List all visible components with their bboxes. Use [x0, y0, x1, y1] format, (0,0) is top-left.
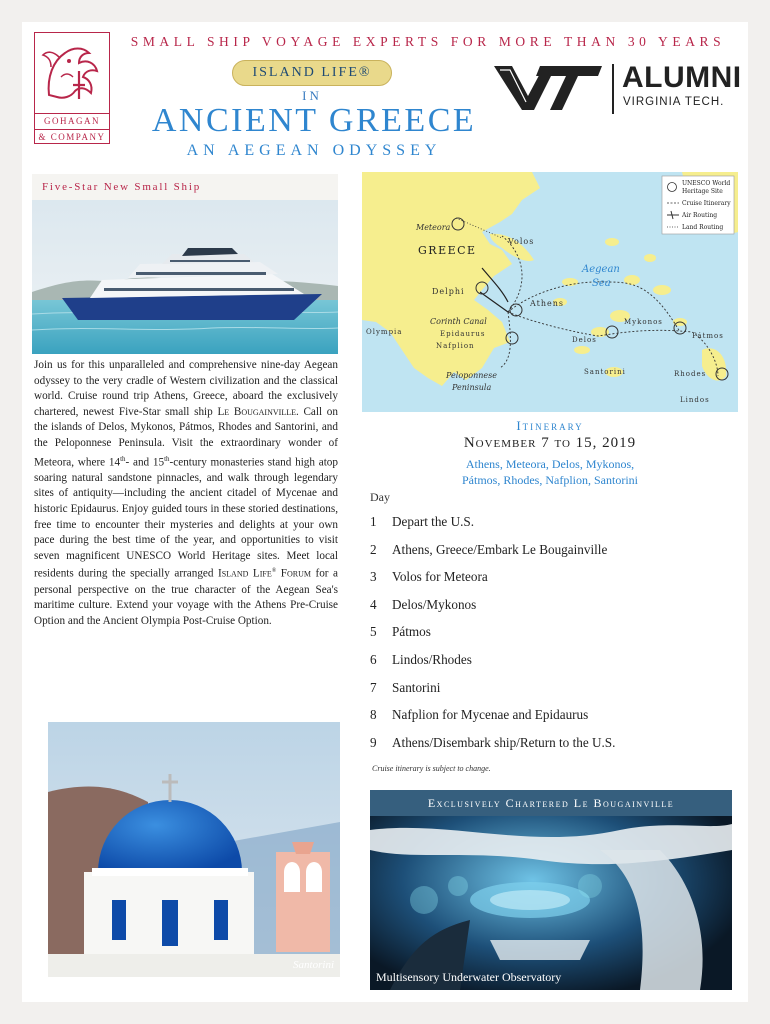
map-label-aegean: Aegean [582, 264, 620, 275]
map-label-peninsula: Peninsula [452, 383, 492, 392]
logo-name-line2: & COMPANY [35, 129, 109, 142]
day-number: 2 [370, 541, 377, 557]
logo-name-line1: GOHAGAN [35, 113, 109, 126]
day-text: Delos/Mykonos [392, 596, 477, 612]
itinerary-dates: November 7 to 15, 2019 [463, 435, 637, 451]
observatory-photo [370, 790, 732, 990]
map-label-athens: Athens [530, 299, 564, 308]
school-name: VIRGINIA TECH. [623, 96, 725, 108]
day-number: 5 [370, 624, 377, 640]
map-label-delphi: Delphi [432, 287, 465, 296]
day-text: Depart the U.S. [392, 514, 475, 529]
itinerary-ports [382, 456, 718, 488]
brand-pill: ISLAND LIFE® [232, 60, 392, 86]
observatory-banner: Exclusively Chartered Le Bougainville [370, 790, 732, 816]
itinerary-day [370, 735, 740, 763]
map-label-epidaurus: Epidaurus [440, 330, 486, 338]
day-column-label: Day [370, 490, 390, 504]
santorini-caption: Santorini [293, 959, 334, 971]
intro-forum-2: Forum [276, 568, 311, 581]
gohagan-logo [34, 32, 110, 144]
cruise-ship-illustration [32, 174, 338, 354]
day-text: Lindos/Rhodes [392, 651, 472, 667]
itinerary-day [370, 680, 740, 708]
ports-line-2: Pátmos, Rhodes, Nafplion, Santorini [462, 473, 638, 487]
day-number: 1 [370, 514, 377, 529]
legend-cruise: Cruise Itinerary [682, 200, 731, 207]
map-label-mykonos: Mykonos [624, 318, 663, 326]
itinerary-day [370, 514, 740, 542]
day-text: Athens/Disembark ship/Return to the U.S. [392, 734, 616, 750]
vt-alumni-logo [492, 61, 742, 118]
page-subtitle: AN AEGEAN ODYSSEY [186, 142, 442, 159]
day-text: Pátmos [392, 624, 431, 640]
itinerary-day [370, 569, 740, 597]
brochure-page [22, 22, 748, 1002]
map-label-peloponnese: Peloponnese [446, 371, 497, 380]
intro-part-2: . Call on the islands of Delos, Mykonos, Pátmos, Rhodes and Santorini, and the Peloponnese Peninsula. Visit the extraordinary wonder of Meteora, where 14 [34, 405, 338, 469]
intro-sup-1: th [120, 454, 126, 463]
intro-forum: Island Life [217, 568, 272, 581]
map-label-lindos: Lindos [680, 396, 710, 404]
tagline: SMALL SHIP VOYAGE EXPERTS FOR MORE THAN 30 YEARS [130, 34, 726, 49]
itinerary-days [370, 514, 740, 762]
intro-paragraph [34, 358, 338, 630]
map-label-sea: Sea [592, 278, 611, 289]
legend-unesco-2: Heritage Site [682, 188, 723, 195]
griffin-crest-icon [39, 37, 105, 107]
map-label-greece: GREECE [418, 244, 477, 257]
day-number: 8 [370, 707, 377, 723]
map-label-volos: Volos [508, 237, 535, 246]
aegean-map [362, 172, 738, 412]
ship-photo [32, 174, 338, 354]
intro-part-3: - and 15 [125, 456, 165, 469]
day-number: 9 [370, 734, 377, 750]
day-number: 7 [370, 679, 377, 695]
itinerary-heading: Itinerary [516, 418, 584, 433]
day-text: Nafplion for Mycenae and Epidaurus [392, 707, 589, 723]
day-text: Volos for Meteora [392, 569, 488, 585]
itinerary-day [370, 707, 740, 735]
intro-sup-2: th [164, 454, 170, 463]
page-title: ANCIENT GREECE [151, 102, 477, 139]
title-connector: IN [302, 88, 322, 103]
itinerary-day [370, 542, 740, 570]
intro-part-1: Join us for this unparalleled and comprehensive nine-day Aegean odyssey to the very cradle of Western civilization and the classical world. Cruise round trip Athens, Greece, aboard the exclusively chartered, newest Five-Star small ship [34, 359, 338, 418]
map-label-nafplion: Nafplion [436, 342, 475, 350]
vt-monogram-icon [492, 62, 604, 114]
itinerary-day [370, 624, 740, 652]
map-label-olympia: Olympia [366, 328, 403, 336]
itinerary-day [370, 652, 740, 680]
legend-land: Land Routing [682, 224, 724, 231]
day-number: 6 [370, 651, 377, 667]
itinerary-map [362, 172, 738, 412]
intro-part-4: -century monasteries stand high atop soaring natural sandstone pinnacles, and walk through legendary sites of antiquity—including the ancient citadel of Mycenae and historic Epidaurus. Enjoy guided tours in these storied destinations, free time to encounter their mysteries and delights at your own pace during the best time of the year, and opportunities to visit seven magnificent UNESCO World Heritage sites. Meet local residents during the specially arranged [34, 456, 338, 581]
alumni-word: ALUMNI [622, 61, 742, 94]
day-number: 3 [370, 569, 377, 585]
map-label-rhodes: Rhodes [674, 370, 707, 378]
map-label-delos: Delos [572, 336, 597, 344]
legend-unesco: UNESCO World [682, 180, 731, 187]
map-label-patmos: Pátmos [692, 332, 724, 340]
itinerary-day [370, 597, 740, 625]
itinerary-note: Cruise itinerary is subject to change. [372, 764, 491, 773]
map-label-corinth: Corinth Canal [430, 317, 487, 326]
logo-divider [612, 64, 614, 114]
observatory-caption: Multisensory Underwater Observatory [376, 970, 562, 984]
ports-line-1: Athens, Meteora, Delos, Mykonos, [465, 457, 635, 471]
day-text: Athens, Greece/Embark Le Bougainville [392, 541, 608, 557]
map-label-santorini: Santorini [584, 368, 626, 376]
day-number: 4 [370, 596, 377, 612]
intro-part-5: for a personal perspective on the true character of the Aegean Sea's maritime culture. Extend your voyage with the Athens Pre-Cruise Option and the Ancient Olympia Post-Cruise Option. [34, 568, 338, 627]
intro-forum-mark: ® [271, 568, 277, 575]
map-label-meteora: Meteora [416, 223, 451, 232]
legend-air: Air Routing [682, 212, 718, 219]
day-text: Santorini [392, 679, 441, 695]
ship-caption: Five-Star New Small Ship [32, 174, 338, 200]
underwater-observatory-illustration [370, 790, 732, 990]
santorini-church-illustration [48, 722, 340, 977]
santorini-photo [48, 722, 340, 977]
intro-ship-name: Le Bougainville [217, 405, 296, 418]
